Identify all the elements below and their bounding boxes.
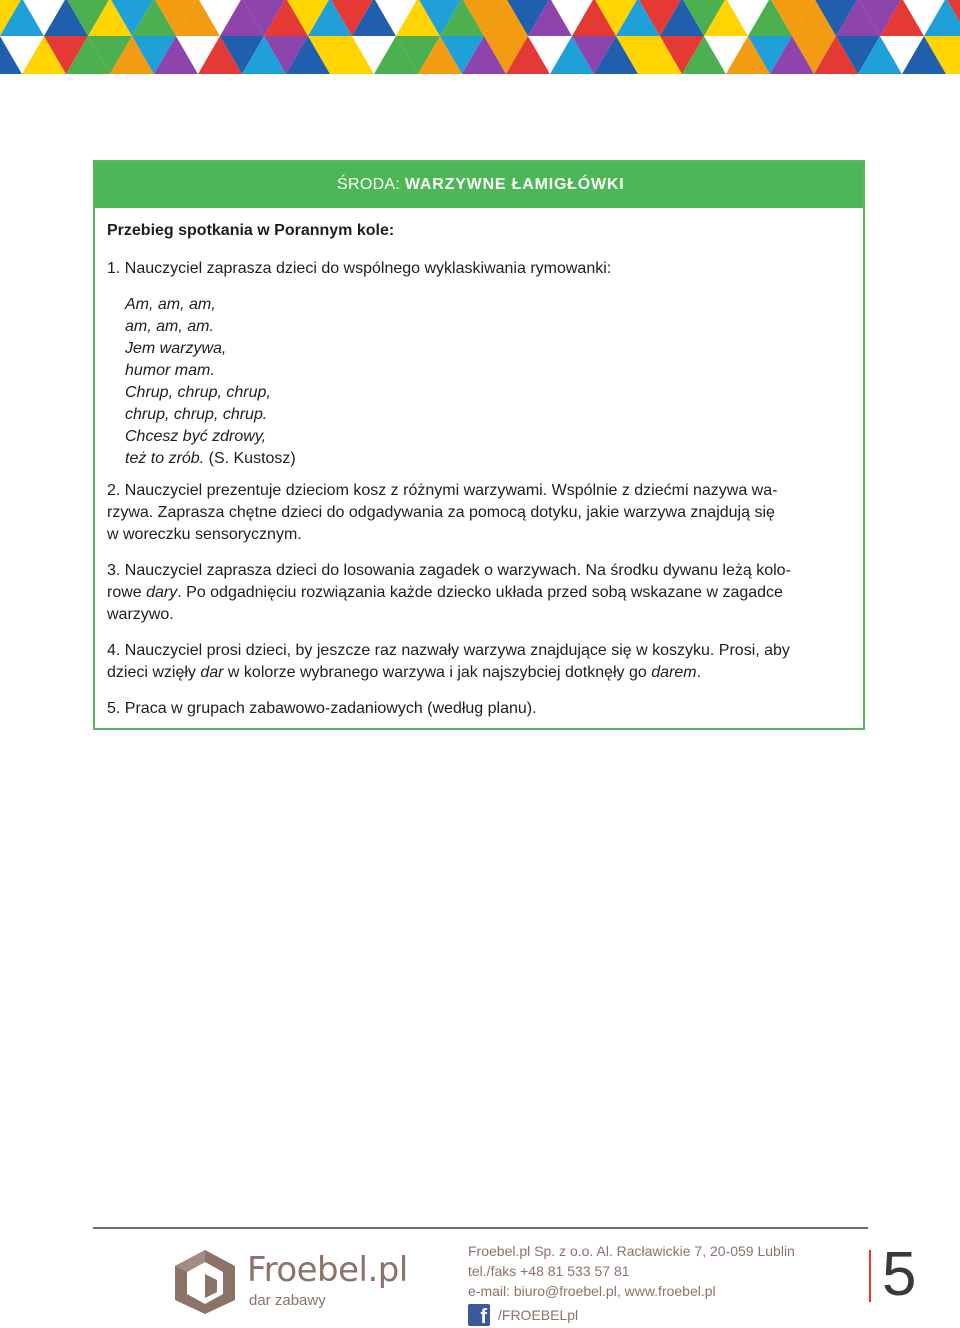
lesson-card: [93, 160, 865, 730]
banner-edge: [660, 78, 704, 80]
banner-edge: [748, 78, 792, 80]
banner-edge: [220, 78, 264, 80]
banner-edge: [132, 78, 176, 80]
banner-edge: [924, 78, 960, 80]
facebook-icon: f: [468, 1304, 490, 1326]
banner-edge: [0, 78, 44, 80]
poem-line: am, am, am.: [125, 318, 214, 335]
banner-edge: [44, 78, 88, 80]
decorative-triangle-banner: [0, 0, 960, 80]
phone-number: tel./faks +48 81 533 57 81: [468, 1263, 630, 1279]
poem-line: Am, am, am,: [125, 296, 216, 313]
rhyme-poem: [125, 294, 851, 470]
company-address: Froebel.pl Sp. z o.o. Al. Racławickie 7, 20-059 Lublin: [468, 1243, 795, 1259]
banner-edge: [440, 78, 484, 80]
banner-edge: [396, 78, 440, 80]
banner-edge: [264, 78, 308, 80]
banner-edge: [528, 78, 572, 80]
step-3: 3. Nauczyciel zaprasza dzieci do losowania zagadek o warzywach. Na środku dywanu leżą kolo- rowe dary. Po odgadnięciu rozwiązania każde dziecko układa przed sobą wskazane w zagadce warzywo.: [107, 562, 791, 623]
poem-author: (S. Kustosz): [208, 450, 296, 467]
poem-line: Jem warzywa,: [125, 340, 227, 357]
banner-edge: [880, 78, 924, 80]
section-heading: Przebieg spotkania w Porannym kole:: [107, 222, 395, 239]
card-header: [95, 162, 863, 208]
step-5: 5. Praca w grupach zabawowo-zadaniowych (według planu).: [107, 700, 537, 717]
banner-edge: [88, 78, 132, 80]
banner-edge: [176, 78, 220, 80]
card-title: ŚRODA: WARZYWNE ŁAMIGŁÓWKI: [337, 176, 625, 193]
facebook-handle[interactable]: /FROEBELpl: [498, 1307, 579, 1323]
step-2: 2. Nauczyciel prezentuje dzieciom kosz z różnymi warzywami. Wspólnie z dziećmi nazywa wa- rzywa. Zaprasza chętne dzieci do odgadywania za pomocą dotyku, jakie warzywa znajdują się w woreczku sensorycznym.: [107, 482, 778, 543]
banner-edge: [792, 78, 836, 80]
email-website[interactable]: e-mail: biuro@froebel.pl, www.froebel.pl: [468, 1283, 716, 1299]
cube-house-icon: [173, 1248, 237, 1316]
page-number-divider: [869, 1250, 871, 1302]
poem-line: też to zrób. (S. Kustosz): [125, 450, 296, 467]
step-1: 1. Nauczyciel zaprasza dzieci do wspólnego wyklaskiwania rymowanki:: [107, 260, 612, 277]
logo-name: Froebel.pl: [247, 1250, 408, 1290]
banner-edge: [572, 78, 616, 80]
page-number: 5: [882, 1240, 917, 1309]
banner-edge: [308, 78, 352, 80]
banner-edge: [352, 78, 396, 80]
step-4: 4. Nauczyciel prosi dzieci, by jeszcze raz nazwały warzywa znajdujące się w koszyku. Prosi, aby dzieci wzięły dar w kolorze wybranego warzywa i jak najszybciej dotknęły go darem.: [107, 642, 790, 681]
banner-edge: [616, 78, 660, 80]
poem-line: humor mam.: [125, 362, 215, 379]
facebook-link[interactable]: [468, 1304, 795, 1326]
poem-line: chrup, chrup, chrup.: [125, 406, 268, 423]
banner-edge: [836, 78, 880, 80]
banner-edge: [484, 78, 528, 80]
banner-edge: [704, 78, 748, 80]
poem-line: Chcesz być zdrowy,: [125, 428, 267, 445]
logo-tagline: dar zabawy: [249, 1292, 326, 1309]
card-body: [95, 208, 863, 720]
footer-divider: [93, 1227, 868, 1229]
froebel-logo: [173, 1248, 408, 1318]
poem-line: Chrup, chrup, chrup,: [125, 384, 271, 401]
contact-info: [468, 1241, 795, 1326]
